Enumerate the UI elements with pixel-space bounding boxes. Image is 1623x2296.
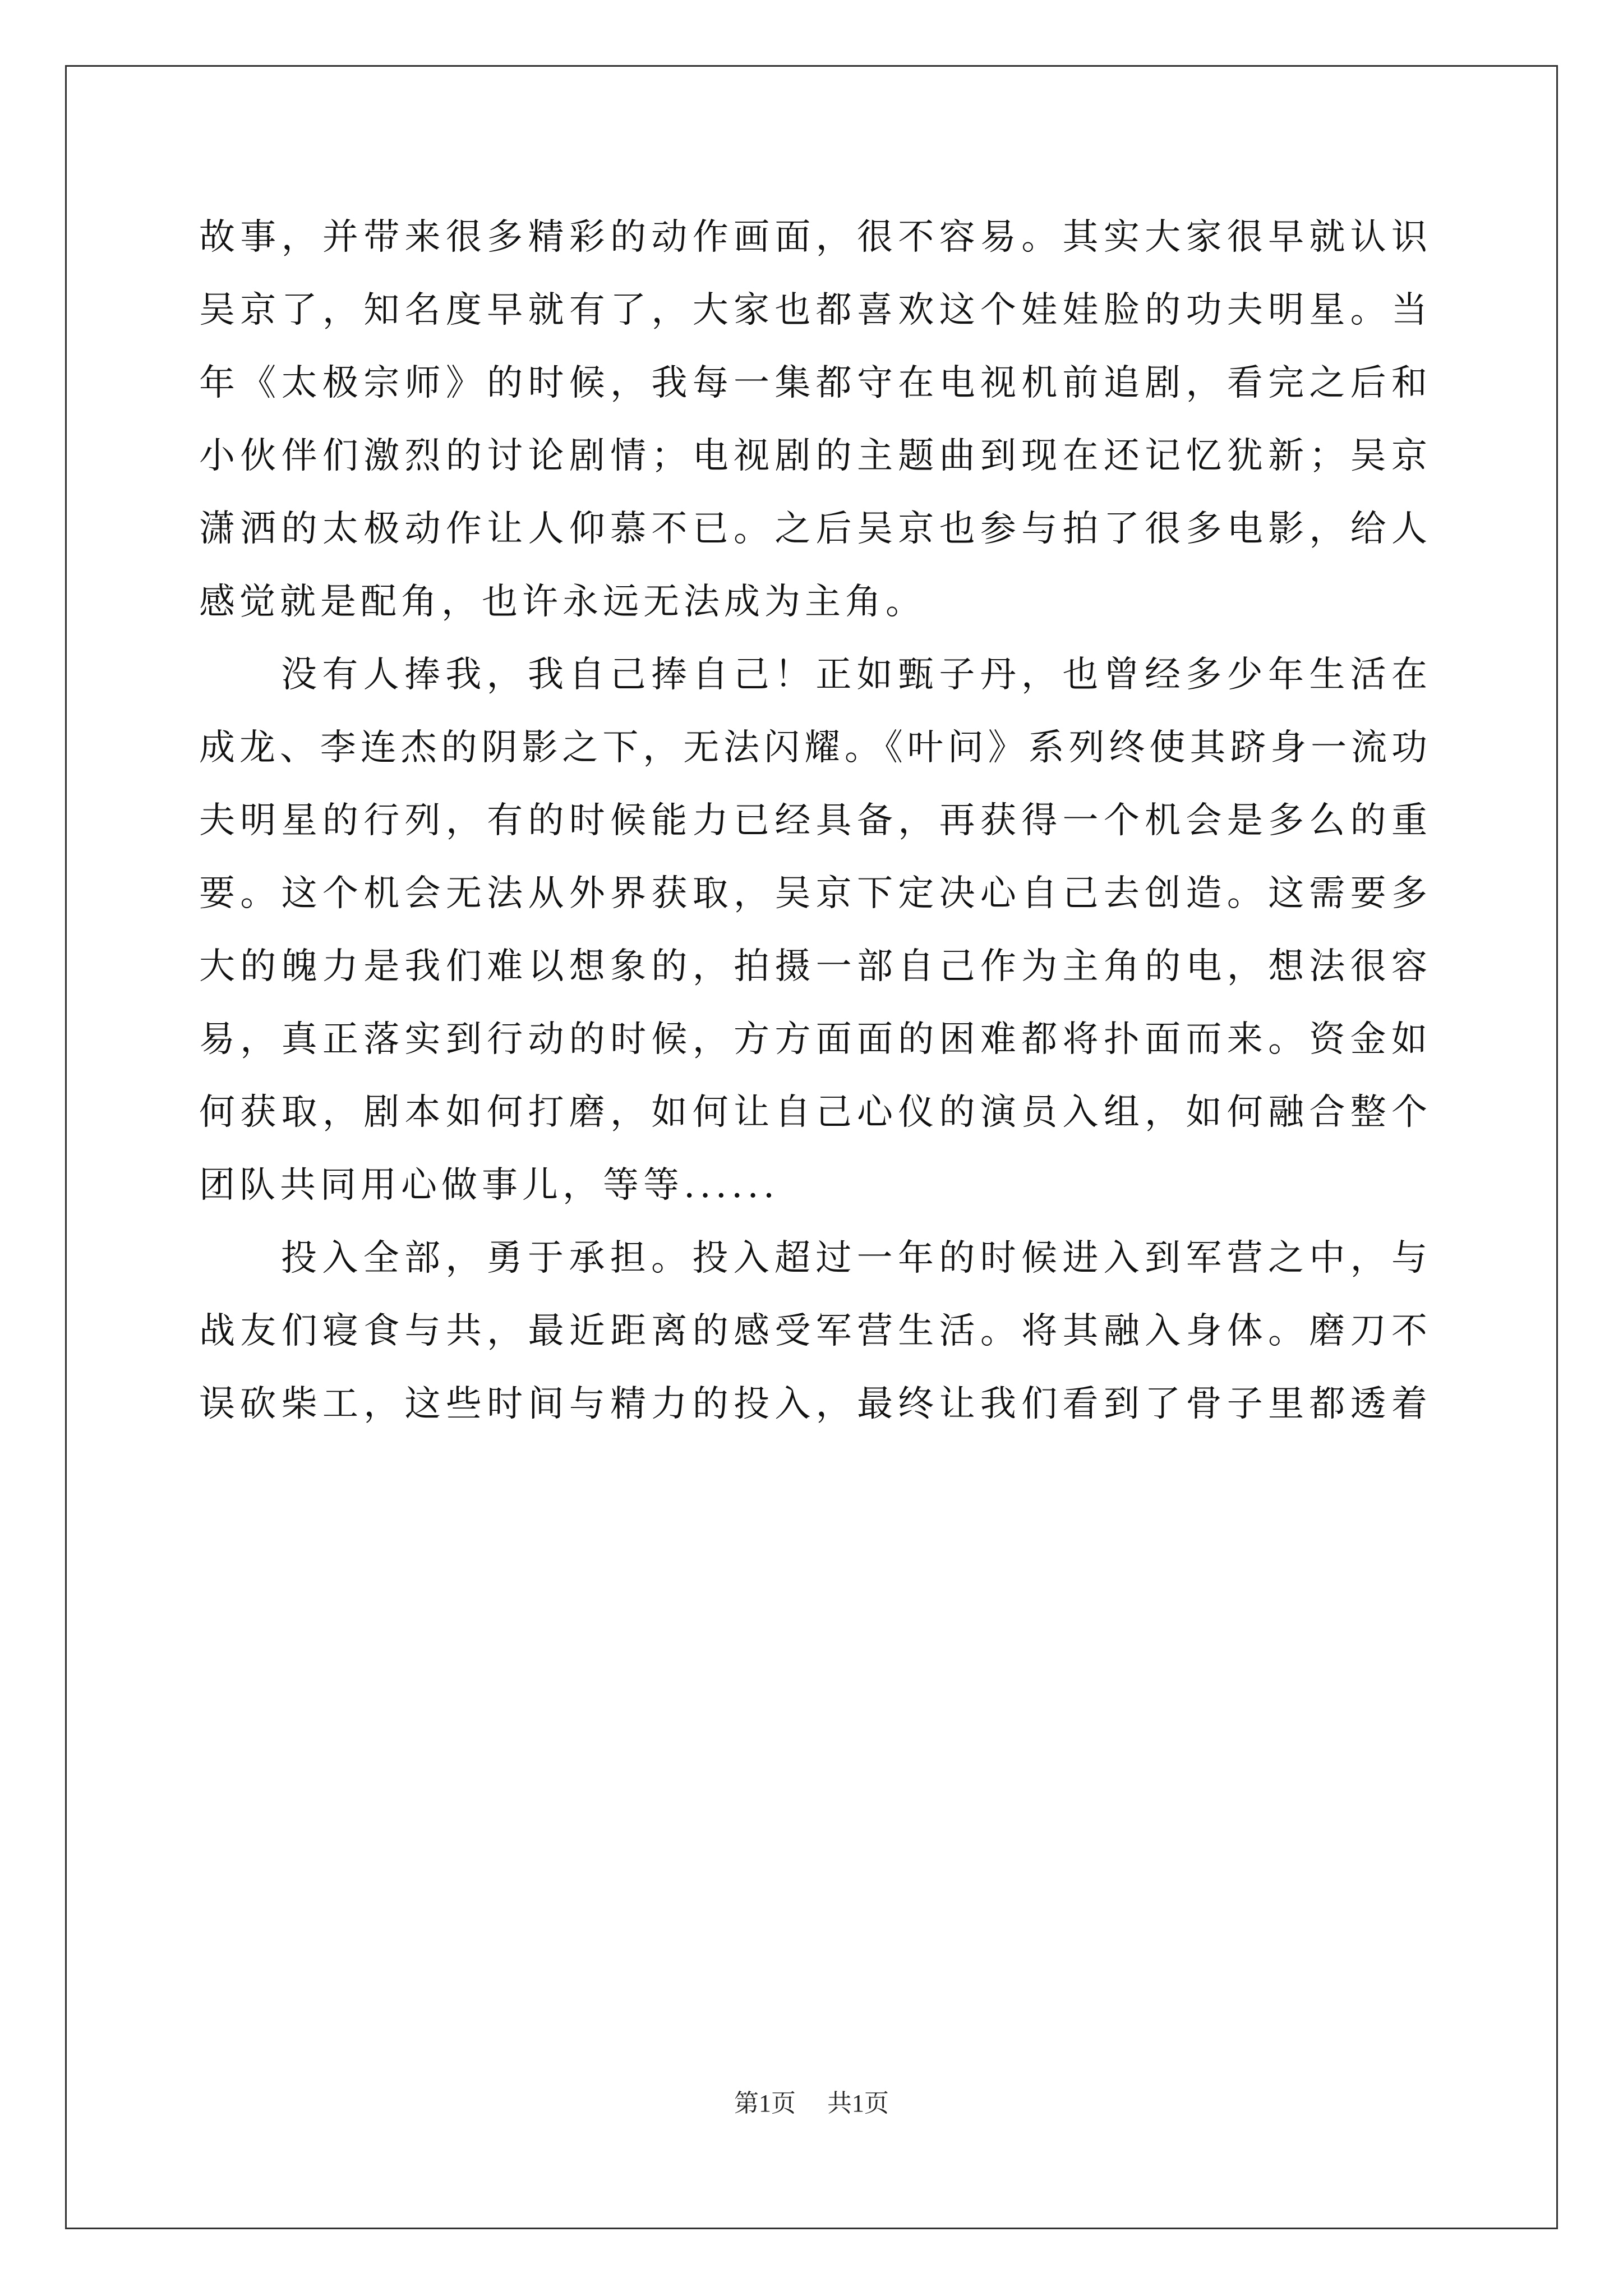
paragraph-line: 大的魄力是我们难以想象的，拍摄一部自己作为主角的电，想法很容	[199, 946, 1427, 987]
paragraph-line: 没有人捧我，我自己捧自己！正如甄子丹，也曾经多少年生活在	[281, 654, 1427, 696]
paragraph-line: 年《太极宗师》的时候，我每一集都守在电视机前追剧，看完之后和	[199, 362, 1427, 404]
paragraph-line: 何获取，剧本如何打磨，如何让自己心仪的演员入组，如何融合整个	[199, 1092, 1427, 1133]
paragraph-line: 小伙伴们激烈的讨论剧情；电视剧的主题曲到现在还记忆犹新；吴京	[199, 435, 1427, 477]
paragraph-line: 潇洒的太极动作让人仰慕不已。之后吴京也参与拍了很多电影，给人	[199, 508, 1427, 550]
paragraph-line: 误砍柴工，这些时间与精力的投入，最终让我们看到了骨子里都透着	[199, 1383, 1427, 1425]
paragraph-line: 团队共同用心做事儿，等等......	[199, 1165, 780, 1206]
page-footer	[0, 2088, 1623, 2119]
paragraph-line: 投入全部，勇于承担。投入超过一年的时候进入到军营之中，与	[281, 1237, 1427, 1279]
paragraph-line: 故事，并带来很多精彩的动作画面，很不容易。其实大家很早就认识	[199, 217, 1427, 258]
paragraph-line: 成龙、李连杰的阴影之下，无法闪耀。《叶问》系列终使其跻身一流功	[199, 727, 1427, 769]
paragraph-line: 战友们寝食与共，最近距离的感受军营生活。将其融入身体。磨刀不	[199, 1310, 1427, 1352]
page-total: 共1页	[827, 2090, 889, 2117]
paragraph-line: 易，真正落实到行动的时候，方方面面的困难都将扑面而来。资金如	[199, 1019, 1427, 1060]
paragraph-line: 要。这个机会无法从外界获取，吴京下定决心自己去创造。这需要多	[199, 873, 1427, 914]
paragraph-line: 吴京了，知名度早就有了，大家也都喜欢这个娃娃脸的功夫明星。当	[199, 289, 1427, 331]
paragraph-line: 夫明星的行列，有的时候能力已经具备，再获得一个机会是多么的重	[199, 800, 1427, 841]
page-number: 第1页	[734, 2090, 796, 2117]
document-body	[199, 212, 1427, 1452]
paragraph-line: 感觉就是配角，也许永远无法成为主角。	[199, 581, 926, 623]
